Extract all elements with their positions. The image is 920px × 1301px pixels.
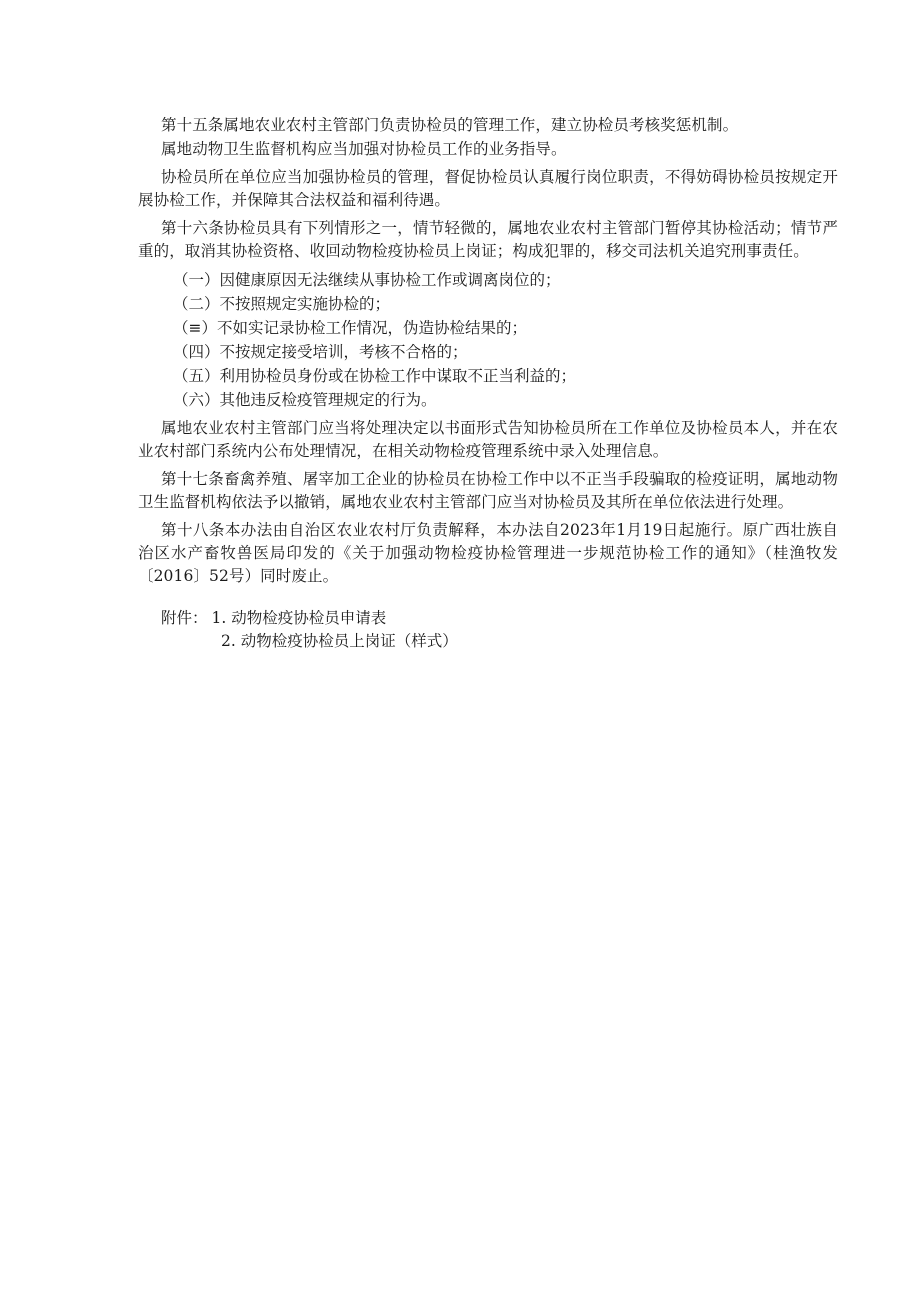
attachment-row bbox=[161, 630, 838, 653]
list-item: （五）利用协检员身份或在协检工作中谋取不正当利益的； bbox=[173, 367, 577, 385]
attachment-item: 1. 动物检疫协检员申请表 bbox=[211, 609, 387, 627]
article-15-guidance-paragraph: 属地动物卫生监督机构应当加强对协检员工作的业务指导。 bbox=[161, 140, 567, 158]
document-body bbox=[138, 114, 838, 653]
article-17-paragraph: 第十七条畜禽养殖、屠宰加工企业的协检员在协检工作中以不正当手段骗取的检疫证明，属地动物卫生监督机构依法予以撤销，属地农业农村主管部门应当对协检员及其所在单位依法进行处理。 bbox=[138, 470, 838, 511]
attachment-item: 2. 动物检疫协检员上岗证（样式） bbox=[221, 632, 458, 650]
list-item: （一）因健康原因无法继续从事协检工作或调离岗位的； bbox=[173, 271, 561, 289]
attachments-block bbox=[138, 607, 838, 653]
article-16-item-list bbox=[138, 268, 838, 412]
list-item: （六）其他违反检疫管理规定的行为。 bbox=[173, 391, 437, 409]
list-item: （≡）不如实记录协检工作情况，伪造协检结果的； bbox=[173, 319, 527, 337]
article-16-paragraph: 第十六条协检员具有下列情形之一，情节轻微的，属地农业农村主管部门暂停其协检活动；情节严重的，取消其协检资格、收回动物检疫协检员上岗证；构成犯罪的，移交司法机关追究刑事责任。 bbox=[138, 219, 838, 260]
list-item: （四）不按规定接受培训，考核不合格的； bbox=[173, 343, 468, 361]
attachment-row bbox=[161, 607, 838, 630]
disposal-notice-paragraph: 属地农业农村主管部门应当将处理决定以书面形式告知协检员所在工作单位及协检员本人，并在农业农村部门系统内公布处理情况，在相关动物检疫管理系统中录入处理信息。 bbox=[138, 419, 838, 460]
article-15-unit-duty-paragraph: 协检员所在单位应当加强协检员的管理，督促协检员认真履行岗位职责，不得妨碍协检员按规定开展协检工作，并保障其合法权益和福利待遇。 bbox=[138, 168, 838, 209]
article-15-paragraph: 第十五条属地农业农村主管部门负责协检员的管理工作，建立协检员考核奖惩机制。 bbox=[161, 116, 739, 134]
article-18-paragraph: 第十八条本办法由自治区农业农村厅负责解释，本办法自2023年1月19日起施行。原广西壮族自治区水产畜牧兽医局印发的《关于加强动物检疫协检管理进一步规范协检工作的通知》（桂渔牧发〔2016〕52号）同时废止。 bbox=[138, 521, 838, 585]
list-item: （二）不按照规定实施协检的； bbox=[173, 295, 391, 313]
attachments-label: 附件： bbox=[161, 609, 208, 627]
